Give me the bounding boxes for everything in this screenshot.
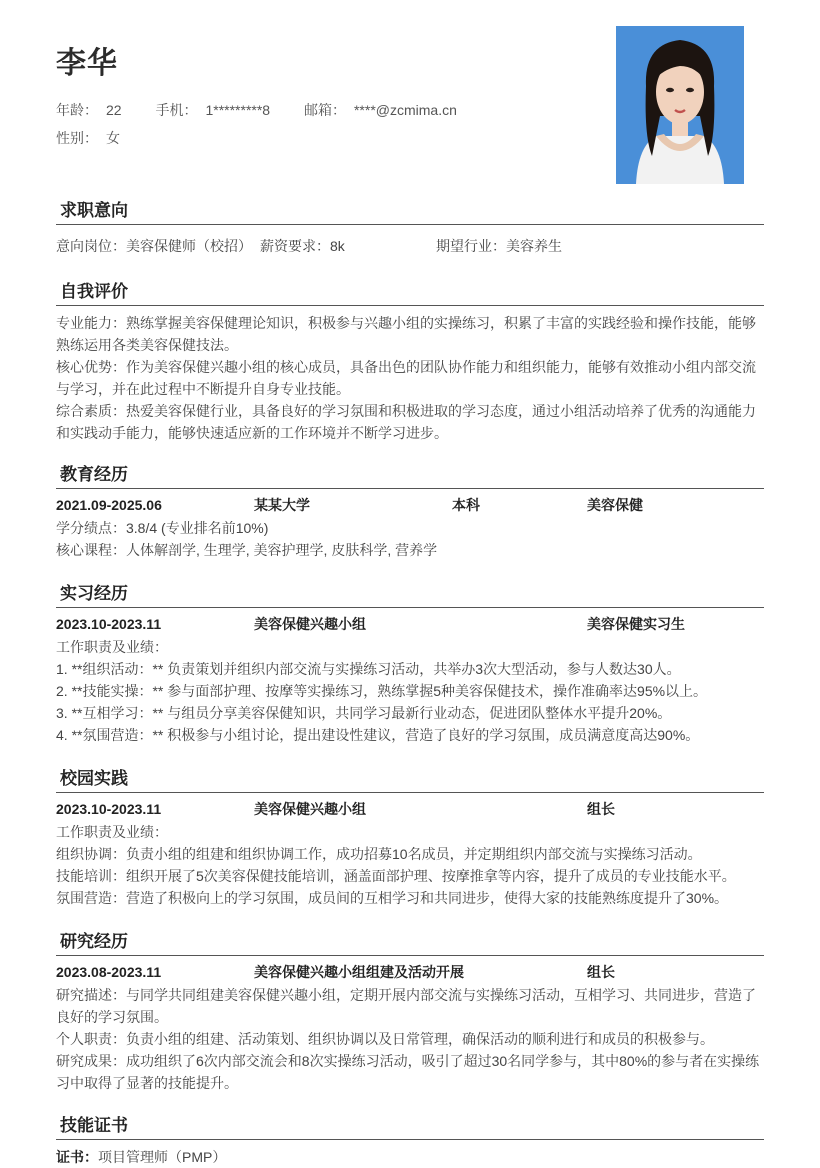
- section-education: [56, 462, 764, 561]
- section-title: 自我评价: [56, 279, 764, 306]
- text-line: 习中取得了显著的技能提升。: [56, 1075, 238, 1091]
- gender-row: [56, 128, 150, 148]
- education-header-row: [56, 493, 764, 517]
- date-range: 2023.08-2023.11: [56, 964, 162, 980]
- text-line: 技能培训：组织开展了5次美容保健技能培训，涵盖面部护理、按摩推拿等内容，提升了成员的专业技能水平。: [56, 868, 736, 884]
- section-job-intent: [56, 198, 764, 258]
- candidate-name: 李华: [56, 47, 118, 80]
- text-line: 与学习，并在此过程中不断提升自身专业技能。: [56, 381, 350, 397]
- intended-position: 意向岗位：美容保健师（校招）: [56, 238, 252, 254]
- project-name: 美容保健兴趣小组组建及活动开展: [254, 964, 464, 980]
- date-range: 2021.09-2025.06: [56, 497, 162, 513]
- text-line: 2. **技能实操：** 参与面部护理、按摩等实操练习，熟练掌握5种美容保健技术，操作准确率达95%以上。: [56, 683, 708, 699]
- section-title: 求职意向: [56, 198, 764, 225]
- text-line: 熟练运用各类美容保健技法。: [56, 337, 238, 353]
- section-title: 校园实践: [56, 766, 764, 793]
- text-line: 个人职责：负责小组的组建、活动策划、组织协调以及日常管理，确保活动的顺利进行和成员的积极参与。: [56, 1031, 714, 1047]
- text-line: 研究成果：成功组织了6次内部交流会和8次实操练习活动，吸引了超过30名同学参与，其中80%的参与者在实操练: [56, 1053, 760, 1069]
- job-intent-row: [56, 234, 764, 258]
- section-title: 技能证书: [56, 1113, 764, 1140]
- text-line: 研究描述：与同学共同组建美容保健兴趣小组，定期开展内部交流与实操练习活动，互相学习、共同进步，营造了: [56, 987, 756, 1003]
- gender-field: 性别： 女: [56, 130, 120, 146]
- research-header-row: [56, 960, 764, 984]
- text-line: 1. **组织活动：** 负责策划并组织内部交流与实操练习活动，共举办3次大型活动，参与人数达30人。: [56, 661, 681, 677]
- internship-header-row: [56, 612, 764, 636]
- certificate-line: [56, 1146, 764, 1168]
- age-field: 年龄： 22: [56, 102, 122, 118]
- certificate-label: 证书：: [56, 1149, 98, 1165]
- text-line: 专业能力：熟练掌握美容保健理论知识，积极参与兴趣小组的实操练习，积累了丰富的实践经验和操作技能，能够: [56, 315, 756, 331]
- text-line: 良好的学习氛围。: [56, 1009, 168, 1025]
- section-title: 教育经历: [56, 462, 764, 489]
- campus-header-row: [56, 797, 764, 821]
- organization: 美容保健兴趣小组: [254, 616, 366, 632]
- text-line: 工作职责及业绩：: [56, 639, 168, 655]
- certificate-value: 项目管理师（PMP）: [98, 1149, 227, 1165]
- text-line: 核心课程：人体解剖学, 生理学, 美容护理学, 皮肤科学, 营养学: [56, 542, 438, 558]
- contact-row: [56, 100, 487, 120]
- section-self-evaluation: [56, 279, 764, 444]
- organization: 美容保健兴趣小组: [254, 801, 366, 817]
- major: 美容保健: [587, 497, 643, 513]
- text-line: 学分绩点：3.8/4 (专业排名前10%): [56, 520, 269, 536]
- expected-salary: 薪资要求：8k: [260, 238, 345, 254]
- role: 组长: [587, 801, 615, 817]
- phone-field: 手机： 1*********8: [155, 102, 271, 118]
- role: 美容保健实习生: [587, 616, 685, 632]
- text-line: 组织协调：负责小组的组建和组织协调工作，成功招募10名成员，并定期组织内部交流与实操练习活动。: [56, 846, 702, 862]
- date-range: 2023.10-2023.11: [56, 616, 162, 632]
- expected-industry: 期望行业：美容养生: [436, 238, 562, 254]
- text-line: 工作职责及业绩：: [56, 824, 168, 840]
- text-line: 氛围营造：营造了积极向上的学习氛围，成员间的互相学习和共同进步，使得大家的技能熟练度提升了30%。: [56, 890, 729, 906]
- text-line: 核心优势：作为美容保健兴趣小组的核心成员，具备出色的团队协作能力和组织能力，能够有效推动小组内部交流: [56, 359, 756, 375]
- text-line: 综合素质：热爱美容保健行业，具备良好的学习氛围和积极进取的学习态度，通过小组活动培养了优秀的沟通能力: [56, 403, 756, 419]
- section-research: [56, 929, 764, 1094]
- email-field: 邮箱： ****@zcmima.cn: [303, 102, 457, 118]
- role: 组长: [587, 964, 615, 980]
- section-title: 实习经历: [56, 581, 764, 608]
- degree: 本科: [452, 497, 480, 513]
- text-line: 3. **互相学习：** 与组员分享美容保健知识，共同学习最新行业动态，促进团队整体水平提升20%。: [56, 705, 672, 721]
- text-line: 4. **氛围营造：** 积极参与小组讨论，提出建设性建议，营造了良好的学习氛围，成员满意度高达90%。: [56, 727, 700, 743]
- text-line: 和实践动手能力，能够快速适应新的工作环境并不断学习进步。: [56, 425, 448, 441]
- profile-photo: [616, 26, 744, 184]
- section-internship: [56, 581, 764, 746]
- section-campus-practice: [56, 766, 764, 909]
- school-name: 某某大学: [254, 497, 310, 513]
- date-range: 2023.10-2023.11: [56, 801, 162, 817]
- section-title: 研究经历: [56, 929, 764, 956]
